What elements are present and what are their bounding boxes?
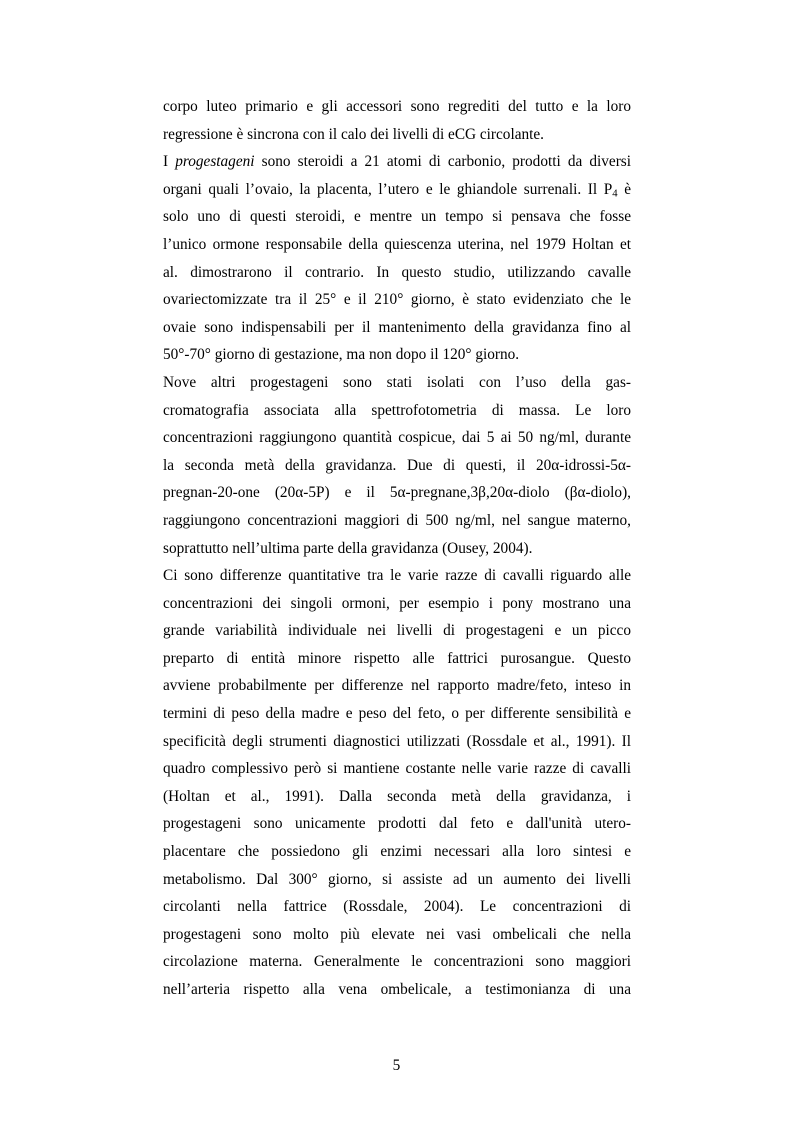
paragraph-2 — [163, 148, 631, 369]
text-line: 50°-70° giorno di gestazione, ma non dopo il 120° giorno. — [163, 346, 520, 364]
text-line: progestageni sono molto più elevate nei vasi ombelicali che nella — [163, 925, 631, 943]
text-run: I — [163, 153, 176, 171]
text-line: metabolismo. Dal 300° giorno, si assiste ad un aumento dei livelli — [163, 870, 631, 888]
text-line: nell’arteria rispetto alla vena ombelicale, a testimonianza di una — [163, 981, 631, 998]
text-line: grande variabilità individuale nei livelli di progestageni e un picco — [163, 622, 631, 640]
page-number: 5 — [392, 1057, 401, 1074]
text-line: pregnan-20-one (20α-5P) e il 5α-pregnane,3β,20α-diolo (βα-diolo), — [163, 484, 631, 502]
text-line: ovariectomizzate tra il 25° e il 210° giorno, è stato evidenziato che le — [163, 291, 631, 309]
body-text — [163, 93, 631, 1004]
text-line: circolanti nella fattrice (Rossdale, 2004). Le concentrazioni di — [163, 898, 631, 916]
text-line: la seconda metà della gravidanza. Due di questi, il 20α-idrossi-5α- — [163, 456, 631, 474]
text-line: quadro complessivo però si mantiene costante nelle varie razze di cavalli — [163, 760, 631, 778]
text-line: organi quali l’ovaio, la placenta, l’utero e le ghiandole surrenali. Il $P_4$ è — [163, 180, 631, 200]
text-line: avviene probabilmente per differenze nel rapporto madre/feto, inteso in — [163, 677, 631, 695]
text-line: concentrazioni raggiungono quantità cospicue, dai 5 ai 50 ng/ml, durante — [163, 429, 631, 447]
paragraph-1 — [163, 93, 631, 148]
text-run: sono steroidi a 21 atomi di carbonio, prodotti da diversi — [254, 153, 631, 171]
text-line: solo uno di questi steroidi, e mentre un tempo si pensava che fosse — [163, 208, 631, 226]
text-line: l’unico ormone responsabile della quiescenza uterina, nel 1979 Holtan et — [163, 235, 631, 253]
text-line: cromatografia associata alla spettrofotometria di massa. Le loro — [163, 401, 631, 419]
text-line: Nove altri progestageni sono stati isolati con l’uso della gas- — [163, 373, 631, 391]
text-line: regressione è sincrona con il calo dei livelli di eCG circolante. — [163, 125, 545, 143]
text-line: Ci sono differenze quantitative tra le varie razze di cavalli riguardo alle — [163, 567, 631, 585]
text-line: specificità degli strumenti diagnostici utilizzati (Rossdale et al., 1991). Il — [163, 732, 631, 750]
paragraph-3 — [163, 369, 631, 562]
emphasized-term: progestageni — [175, 153, 255, 171]
text-line: concentrazioni dei singoli ormoni, per esempio i pony mostrano una — [163, 594, 631, 612]
paragraph-4 — [163, 562, 631, 1004]
text-line: raggiungono concentrazioni maggiori di 500 ng/ml, nel sangue materno, — [163, 511, 631, 529]
text-line: placentare che possiedono gli enzimi necessari alla loro sintesi e — [163, 843, 631, 861]
text-line: (Holtan et al., 1991). Dalla seconda metà della gravidanza, i — [163, 787, 631, 805]
text-line: termini di peso della madre e peso del feto, o per differente sensibilità e — [163, 705, 631, 723]
text-line: soprattutto nell’ultima parte della gravidanza (Ousey, 2004). — [163, 539, 533, 557]
text-line: circolazione materna. Generalmente le concentrazioni sono maggiori — [163, 953, 631, 971]
text-line: ovaie sono indispensabili per il mantenimento della gravidanza fino al — [163, 318, 631, 336]
text-line — [163, 148, 631, 176]
text-line: corpo luteo primario e gli accessori sono regrediti del tutto e la loro — [163, 98, 631, 115]
text-line: preparto di entità minore rispetto alle fattrici purosangue. Questo — [163, 649, 631, 667]
text-line: al. dimostrarono il contrario. In questo studio, utilizzando cavalle — [163, 263, 631, 281]
text-line: progestageni sono unicamente prodotti dal feto e dall'unità utero- — [163, 815, 631, 833]
